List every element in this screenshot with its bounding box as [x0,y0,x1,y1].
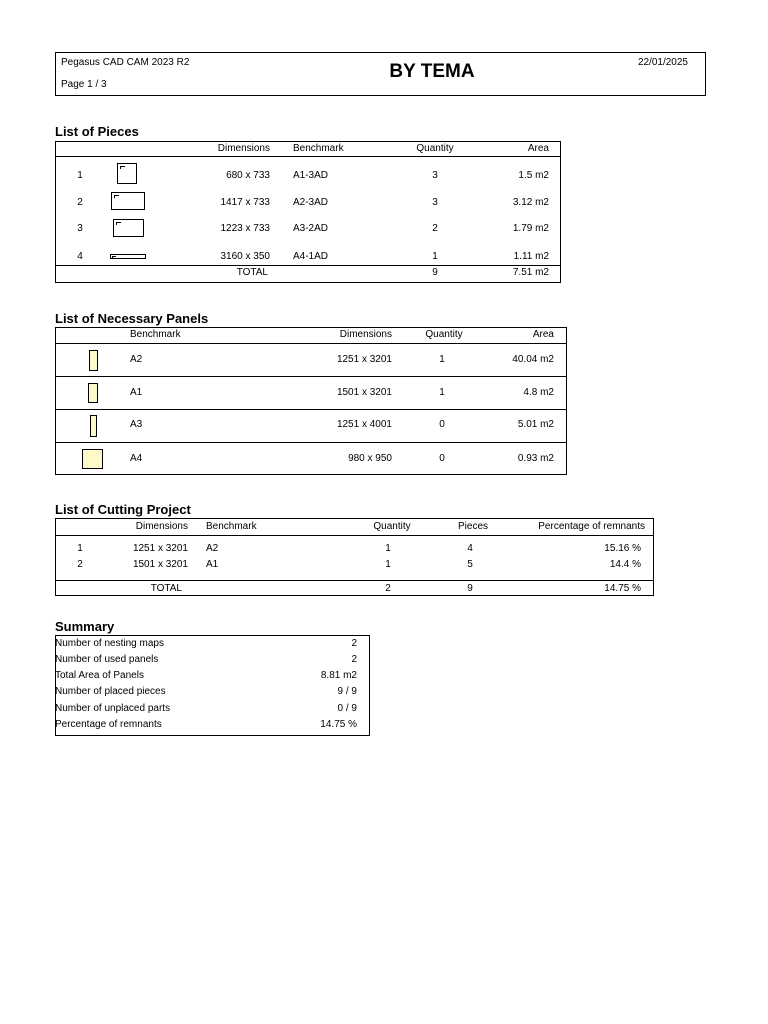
cutting-col-pieces: Pieces [457,521,488,532]
cutting-index: 1 [77,543,83,554]
panel-dimensions: 1501 x 3201 [336,387,392,398]
panels-header-divider [55,343,567,344]
cutting-col-benchmark: Benchmark [206,521,257,532]
piece-quantity: 1 [432,251,438,262]
summary-label: Number of used panels [55,654,159,665]
summary-value: 0 / 9 [337,703,357,714]
summary-label: Number of placed pieces [55,686,166,697]
cutting-col-quantity: Quantity [373,521,411,532]
cutting-remnants: 15.16 % [604,543,641,554]
cutting-benchmark: A1 [206,559,219,570]
piece-dimensions: 3160 x 350 [220,251,270,262]
panel-dimensions: 1251 x 3201 [336,354,392,365]
panel-dimensions: 1251 x 4001 [336,419,392,430]
software-name: Pegasus CAD CAM 2023 R2 [61,57,190,68]
piece-benchmark: A2-3AD [293,197,329,208]
panel-benchmark: A3 [130,419,143,430]
summary-label: Number of unplaced parts [55,703,171,714]
panel-thumbnail [88,383,98,403]
panel-quantity: 1 [439,354,445,365]
piece-quantity: 2 [432,223,438,234]
cutting-index: 2 [77,559,83,570]
summary-section-title: Summary [55,619,115,634]
summary-label: Percentage of remnants [55,719,162,730]
cutting-total-label: TOTAL [150,583,182,594]
cutting-remnants: 14.4 % [609,559,641,570]
piece-index: 4 [77,251,83,262]
piece-thumbnail [113,219,144,237]
piece-benchmark: A3-2AD [293,223,329,234]
panel-thumbnail [82,449,103,469]
cutting-pieces: 4 [467,543,473,554]
cutting-total-quantity: 2 [385,583,391,594]
cutting-quantity: 1 [385,543,391,554]
panels-row-divider [55,442,567,443]
pieces-col-area: Area [527,143,549,154]
report-date: 22/01/2025 [637,57,688,68]
summary-value: 2 [351,654,357,665]
panel-area: 5.01 m2 [517,419,554,430]
summary-value: 14.75 % [320,719,357,730]
cutting-dimensions: 1251 x 3201 [132,543,188,554]
panel-thumbnail [89,350,98,371]
piece-area: 1.11 m2 [513,251,549,262]
piece-area: 1.79 m2 [512,223,549,234]
panel-benchmark: A1 [130,387,143,398]
panels-section-title: List of Necessary Panels [55,311,209,326]
panels-row-divider [55,376,567,377]
piece-dimensions: 1223 x 733 [220,223,270,234]
piece-thumbnail [117,163,137,184]
panel-benchmark: A2 [130,354,143,365]
pieces-total-divider [55,265,561,266]
summary-value: 8.81 m2 [320,670,357,681]
piece-area: 1.5 m2 [518,170,549,181]
piece-thumbnail [111,192,145,210]
panels-col-area: Area [532,329,554,340]
summary-value: 9 / 9 [337,686,357,697]
panel-dimensions: 980 x 950 [348,453,392,464]
report-title: BY TEMA [389,61,475,82]
piece-area: 3.12 m2 [512,197,549,208]
panel-benchmark: A4 [130,453,143,464]
piece-index: 2 [77,197,83,208]
pieces-col-dimensions: Dimensions [217,143,270,154]
piece-index: 3 [77,223,83,234]
panels-col-quantity: Quantity [425,329,463,340]
piece-benchmark: A1-3AD [293,170,329,181]
cutting-total-remnants: 14.75 % [604,583,641,594]
cutting-total-divider [55,580,654,581]
cutting-pieces: 5 [467,559,473,570]
panels-col-benchmark: Benchmark [130,329,181,340]
cutting-header-divider [55,535,654,536]
panel-area: 0.93 m2 [517,453,554,464]
pieces-total-area: 7.51 m2 [512,267,549,278]
panel-area: 40.04 m2 [512,354,554,365]
pieces-col-quantity: Quantity [416,143,454,154]
cutting-total-pieces: 9 [467,583,473,594]
summary-label: Total Area of Panels [55,670,144,681]
pieces-total-label: TOTAL [236,267,268,278]
panel-quantity: 1 [439,387,445,398]
cutting-dimensions: 1501 x 3201 [132,559,188,570]
piece-quantity: 3 [432,170,438,181]
panel-quantity: 0 [439,453,445,464]
piece-dimensions: 1417 x 733 [220,197,270,208]
summary-label: Number of nesting maps [55,638,164,649]
cutting-col-remnants: Percentage of remnants [538,521,645,532]
panel-quantity: 0 [439,419,445,430]
pieces-total-quantity: 9 [432,267,438,278]
pieces-section-title: List of Pieces [55,124,139,139]
panel-area: 4.8 m2 [523,387,554,398]
piece-quantity: 3 [432,197,438,208]
pieces-col-benchmark: Benchmark [293,143,344,154]
cutting-section-title: List of Cutting Project [55,502,191,517]
panel-thumbnail [90,415,97,437]
piece-benchmark: A4-1AD [293,251,329,262]
page-number: Page 1 / 3 [61,79,107,90]
cutting-benchmark: A2 [206,543,219,554]
piece-thumbnail [110,254,146,259]
piece-dimensions: 680 x 733 [226,170,270,181]
panels-col-dimensions: Dimensions [339,329,392,340]
pieces-header-divider [55,156,561,157]
piece-index: 1 [77,170,83,181]
cutting-col-dimensions: Dimensions [135,521,188,532]
panels-row-divider [55,409,567,410]
summary-value: 2 [351,638,357,649]
cutting-quantity: 1 [385,559,391,570]
